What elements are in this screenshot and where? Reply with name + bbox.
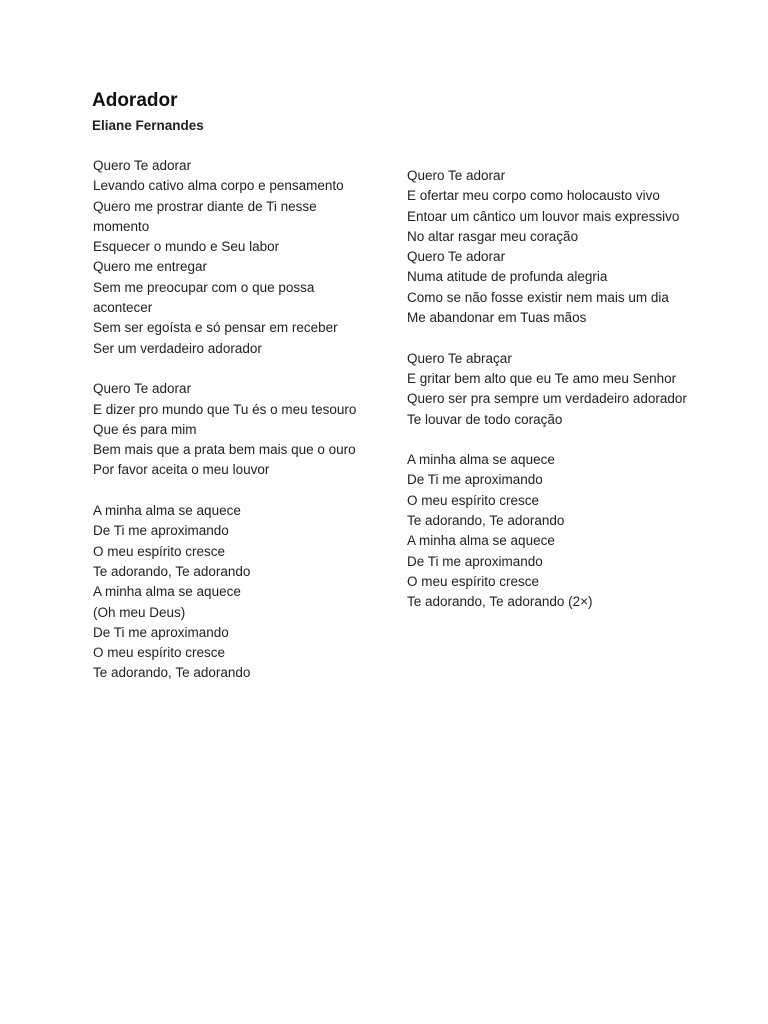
lyric-line: Te adorando, Te adorando [93, 563, 251, 579]
lyric-line: E ofertar meu corpo como holocausto vivo [407, 188, 660, 204]
lyric-line: A minha alma se aquece [407, 533, 555, 549]
lyrics-left-column [93, 156, 373, 704]
lyric-line: Levando cativo alma corpo e pensamento [93, 178, 344, 194]
lyric-line: Por favor aceita o meu louvor [93, 462, 270, 478]
lyric-line: Te adorando, Te adorando [93, 665, 251, 681]
lyric-line: No altar rasgar meu coração [407, 228, 579, 244]
lyric-line: A minha alma se aquece [407, 452, 555, 468]
lyric-line: Bem mais que a prata bem mais que o ouro [93, 442, 356, 458]
lyrics-stanza [93, 156, 373, 359]
lyric-line: O meu espírito cresce [407, 492, 540, 508]
lyric-line: Quero Te abraçar [407, 350, 512, 366]
song-artist: Eliane Fernandes [92, 118, 204, 133]
lyric-line: Me abandonar em Tuas mãos [407, 310, 587, 326]
lyric-line: Numa atitude de profunda alegria [407, 269, 608, 285]
lyric-line: Quero Te adorar [407, 249, 506, 265]
lyrics-stanza [93, 379, 373, 480]
lyric-line: E dizer pro mundo que Tu és o meu tesouro [93, 401, 357, 417]
lyric-line: Quero Te adorar [93, 158, 192, 173]
lyric-line: Quero me prostrar diante de Ti nesse momento [93, 198, 317, 234]
lyric-line: Entoar um cântico um louvor mais expressivo [407, 208, 680, 224]
lyrics-stanza [407, 166, 697, 328]
lyric-line: Sem ser egoísta e só pensar em receber [93, 320, 338, 336]
lyric-line: A minha alma se aquece [93, 503, 241, 519]
lyrics-right-column [407, 166, 697, 633]
lyrics-stanza [407, 450, 697, 612]
lyric-line: Quero Te adorar [93, 381, 192, 397]
lyric-line: Ser um verdadeiro adorador [93, 340, 262, 356]
lyric-line: O meu espírito cresce [93, 543, 226, 559]
lyric-line: Que és para mim [93, 421, 197, 437]
lyric-line: Sem me preocupar com o que possa acontecer [93, 279, 315, 316]
lyric-line: O meu espírito cresce [407, 573, 540, 589]
lyric-line: De Ti me aproximando [407, 472, 543, 488]
lyric-line: A minha alma se aquece [93, 584, 241, 600]
lyric-line: Como se não fosse existir nem mais um dia [407, 289, 669, 305]
lyric-line: Te louvar de todo coração [407, 411, 563, 427]
lyric-line: De Ti me aproximando [93, 523, 229, 539]
lyric-line: O meu espírito cresce [93, 645, 226, 661]
lyric-line: (Oh meu Deus) [93, 604, 186, 620]
lyric-line: Te adorando, Te adorando [407, 513, 565, 529]
lyric-line: Quero Te adorar [407, 168, 506, 183]
lyric-line: Esquecer o mundo e Seu labor [93, 239, 280, 255]
lyric-line: Te adorando, Te adorando (2×) [407, 594, 593, 610]
lyric-line: Quero me entregar [93, 259, 208, 275]
lyrics-stanza [93, 501, 373, 684]
lyric-line: E gritar bem alto que eu Te amo meu Senhor [407, 370, 677, 386]
lyrics-stanza [407, 349, 697, 430]
lyric-line: Quero ser pra sempre um verdadeiro adorador [407, 391, 687, 407]
lyric-line: De Ti me aproximando [407, 553, 543, 569]
lyric-line: De Ti me aproximando [93, 624, 229, 640]
song-title: Adorador [92, 90, 178, 111]
